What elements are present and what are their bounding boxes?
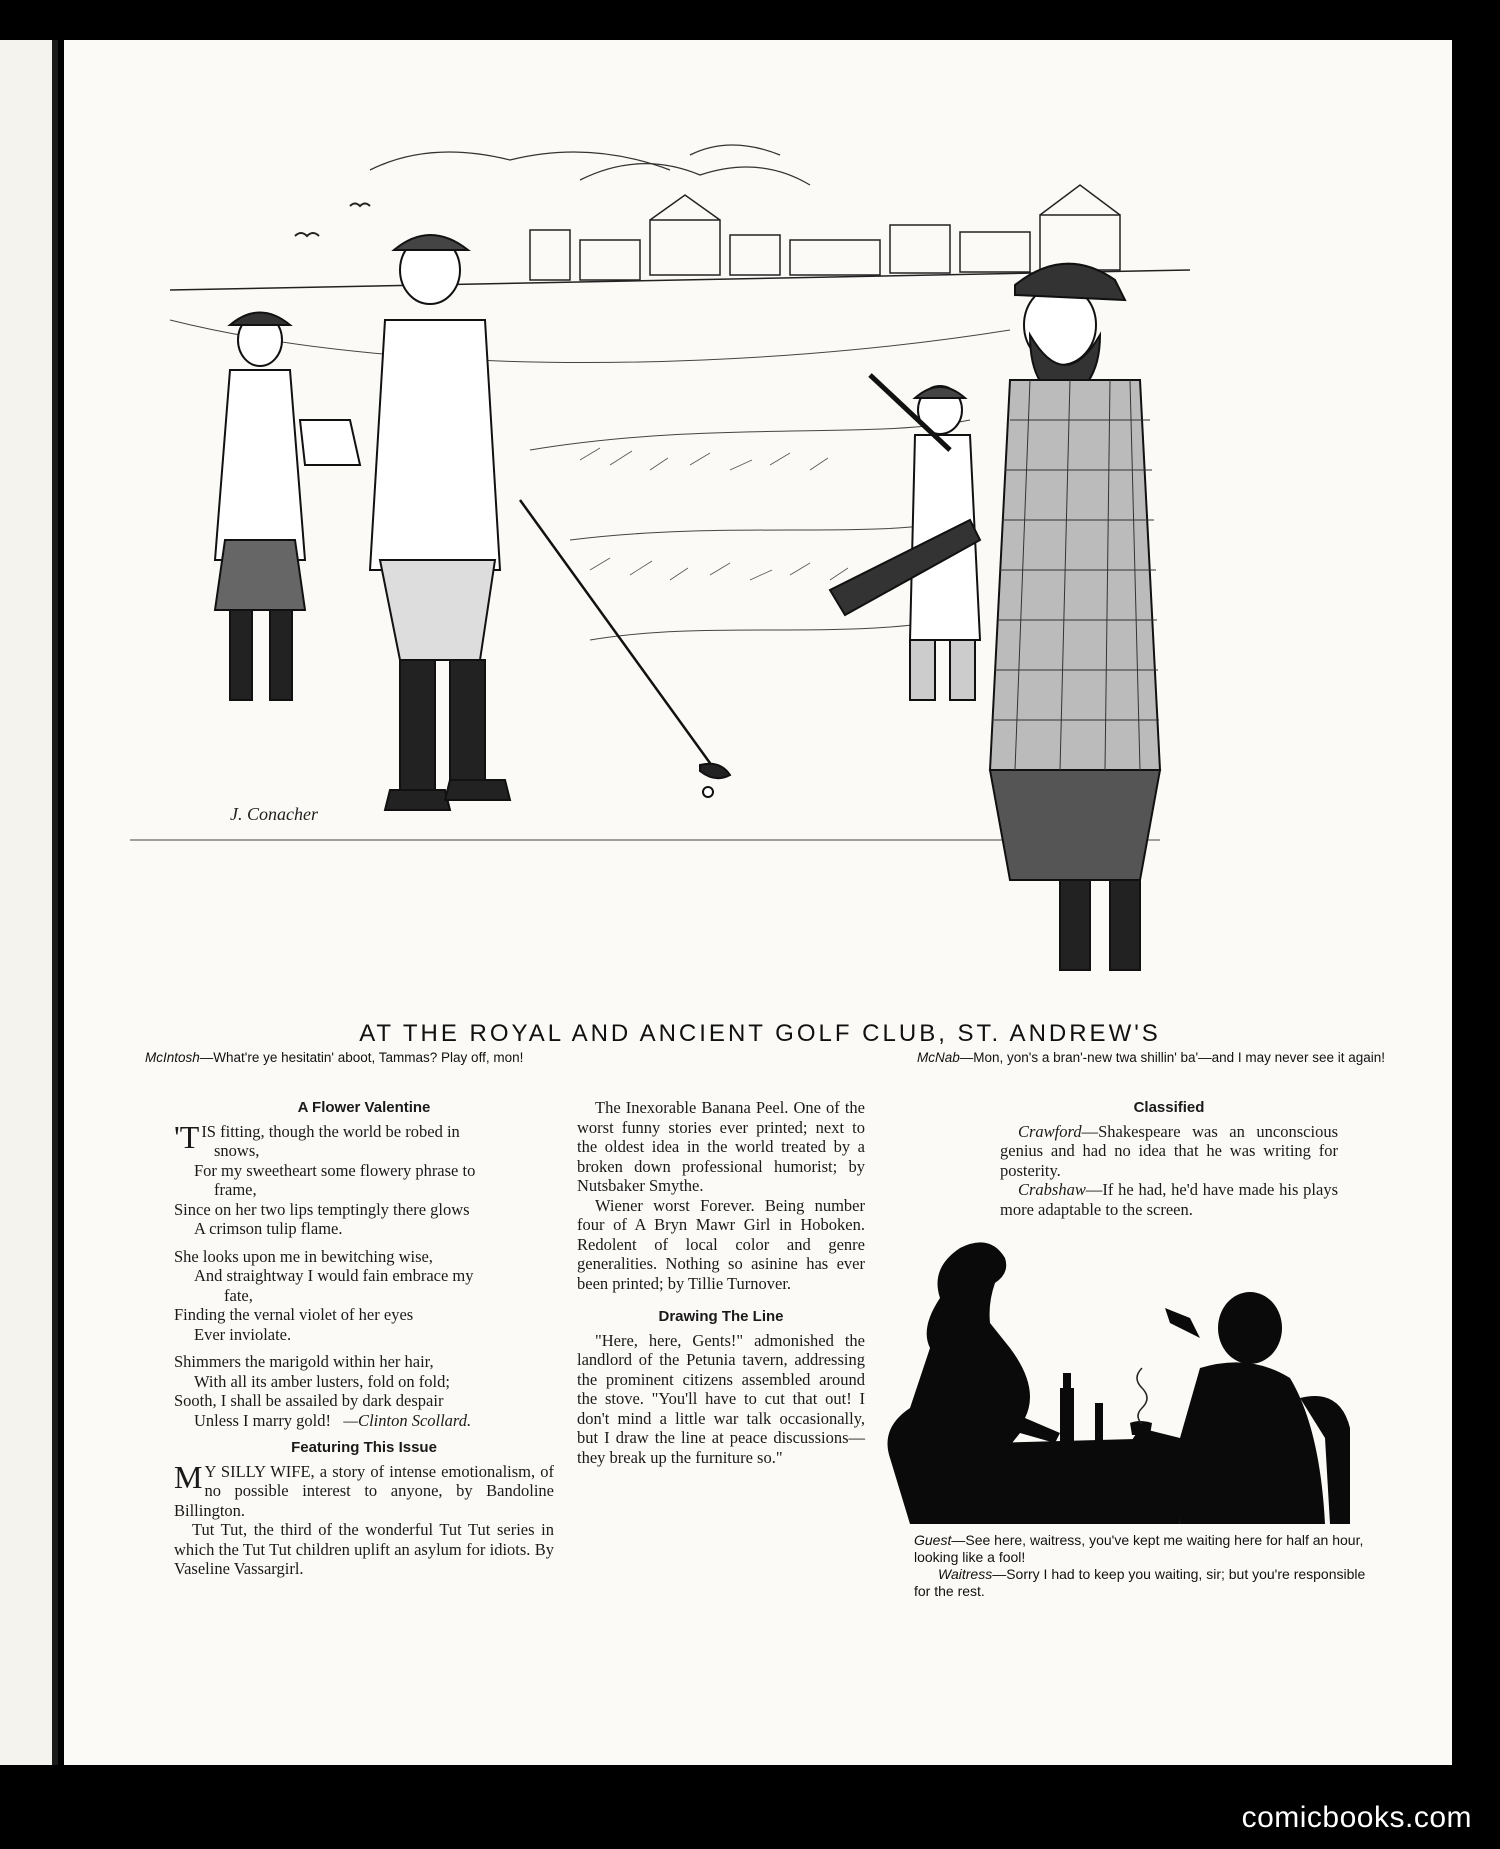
- speaker-crabshaw: Crabshaw: [1018, 1180, 1086, 1199]
- rough-hatching: [580, 448, 848, 580]
- silhouette-illustration: [870, 1228, 1360, 1524]
- poem-line: Sooth, I shall be assailed by dark despair: [174, 1391, 444, 1410]
- glass-silhouette: [1095, 1403, 1103, 1441]
- poem-line: fate,: [224, 1285, 253, 1305]
- poem-line: For my sweetheart some flowery phrase to: [194, 1160, 476, 1180]
- speaker-mcnab: McNab: [916, 1050, 960, 1065]
- golfer-figure: [370, 235, 730, 810]
- waitress-line: [914, 1566, 1374, 1600]
- caddie-with-bag-figure: [830, 375, 980, 700]
- poem-last-line: Unless I marry gold!: [194, 1410, 332, 1430]
- poem-line: She looks upon me in bewitching wise,: [174, 1246, 433, 1266]
- poem-line: Shimmers the marigold within her hair,: [174, 1352, 434, 1371]
- poem-line: Since on her two lips temptingly there glows: [174, 1199, 470, 1219]
- dialog-mcnab: [917, 1050, 1385, 1065]
- valentine-poem: [174, 1118, 554, 1431]
- golf-illustration: [110, 120, 1390, 1020]
- boy-caddie-figure: [215, 313, 360, 701]
- site-watermark: comicbooks.com: [1241, 1801, 1472, 1834]
- mcnab-line: —Mon, yon's a bran'-new twa shillin' ba'—and I may never see it again!: [959, 1050, 1385, 1065]
- mcintosh-line: —What're ye hesitatin' aboot, Tammas? Play off, mon!: [199, 1050, 524, 1065]
- column-middle: [577, 1098, 865, 1467]
- speaker-crawford: Crawford: [1018, 1121, 1082, 1141]
- artist-signature: J. Conacher: [230, 804, 318, 824]
- classified-heading: Classified: [1133, 1099, 1205, 1116]
- waitress-text: —Sorry I had to keep you waiting, sir; but you're responsible for the rest.: [914, 1566, 1366, 1599]
- poem-stanza-1: [174, 1118, 554, 1239]
- poem-stanza-3: [174, 1352, 554, 1430]
- guest-head-silhouette: [1218, 1292, 1282, 1364]
- silhouette-scene: [888, 1242, 1351, 1524]
- column-left: [174, 1098, 554, 1579]
- table-silhouette: [980, 1438, 1180, 1524]
- poem-author: —Clinton Scollard.: [343, 1410, 472, 1430]
- featuring-paragraph-2: Tut Tut, the third of the wonderful Tut Tut series in which the Tut Tut children uplift an asylum for idiots. By Vaseline Vassargirl.: [174, 1520, 554, 1578]
- speaker-waitress: Waitress: [938, 1566, 993, 1582]
- valentine-heading: A Flower Valentine: [297, 1099, 431, 1116]
- poem-line-text: IS fitting, though the world be robed in: [201, 1121, 460, 1141]
- featuring-paragraph-1: [174, 1458, 554, 1521]
- dialog-mcintosh: [145, 1050, 523, 1065]
- bottle-silhouette: [1060, 1388, 1074, 1443]
- drawing-the-line-heading: Drawing The Line: [658, 1308, 784, 1325]
- speaker-guest: Guest: [914, 1532, 952, 1548]
- poem-line: And straightway I would fain embrace my: [194, 1266, 474, 1285]
- poem-line: Finding the vernal violet of her eyes: [174, 1305, 414, 1324]
- poem-line: Ever inviolate.: [194, 1324, 292, 1344]
- facing-page-edge: [0, 40, 58, 1765]
- cartoon-dialog: [145, 1050, 1385, 1065]
- featuring-heading: Featuring This Issue: [291, 1439, 437, 1456]
- featuring-drop-cap: M: [174, 1458, 203, 1495]
- poem-line: [174, 1411, 554, 1431]
- poem-drop-cap: 'T: [174, 1118, 200, 1155]
- poem-line: snows,: [214, 1141, 260, 1160]
- steam-squiggle: [1137, 1368, 1147, 1424]
- poem-line: frame,: [214, 1180, 257, 1199]
- crawford-text: —Shakespeare was an unconscious genius and had no idea that he was writing for posterity.: [1000, 1121, 1338, 1180]
- crabshaw-text: —If he had, he'd have made his plays more adaptable to the screen.: [1000, 1180, 1338, 1219]
- clouds: [370, 145, 810, 185]
- cartoon-title: AT THE ROYAL AND ANCIENT GOLF CLUB, ST. ANDREW'S: [359, 1020, 1161, 1047]
- drawing-the-line-text: "Here, here, Gents!" admonished the landlord of the Petunia tavern, addressing the prominent citizens assembled around the stove. "You'll have to cut that out! I don't mind a little war talk occasionally, but I draw the line at peace discussions—they break up the furniture so.": [577, 1330, 865, 1467]
- banana-peel-paragraph: The Inexorable Banana Peel. One of the worst funny stories ever printed; next to the oldest idea in the world treated by a broken down professional humorist; by Nutsbaker Smythe.: [577, 1098, 865, 1195]
- bearded-man-figure: [990, 264, 1160, 970]
- featuring-text-1: Y SILLY WIFE, a story of intense emotionalism, of no possible interest to anyone, by Bandoline Billington.: [174, 1461, 554, 1520]
- silhouette-caption: [914, 1532, 1374, 1600]
- speaker-mcintosh: McIntosh: [145, 1050, 200, 1065]
- classified-item-2: [1000, 1180, 1338, 1219]
- guest-hand-silhouette: [1165, 1308, 1200, 1338]
- column-right: [1000, 1098, 1338, 1219]
- wiener-paragraph: Wiener worst Forever. Being number four of A Bryn Mawr Girl in Hoboken. Redolent of local color and genre generalities. Nothing so asinine has ever been printed; by Tillie Turnover.: [577, 1195, 865, 1293]
- guest-text: —See here, waitress, you've kept me waiting here for half an hour, looking like a fool!: [914, 1532, 1364, 1565]
- poem-stanza-2: [174, 1247, 554, 1345]
- guest-line: [914, 1532, 1374, 1566]
- classified-item-1: [1000, 1122, 1338, 1181]
- poem-line: A crimson tulip flame.: [194, 1219, 343, 1238]
- birds: [295, 204, 370, 237]
- poem-line: With all its amber lusters, fold on fold;: [194, 1371, 450, 1391]
